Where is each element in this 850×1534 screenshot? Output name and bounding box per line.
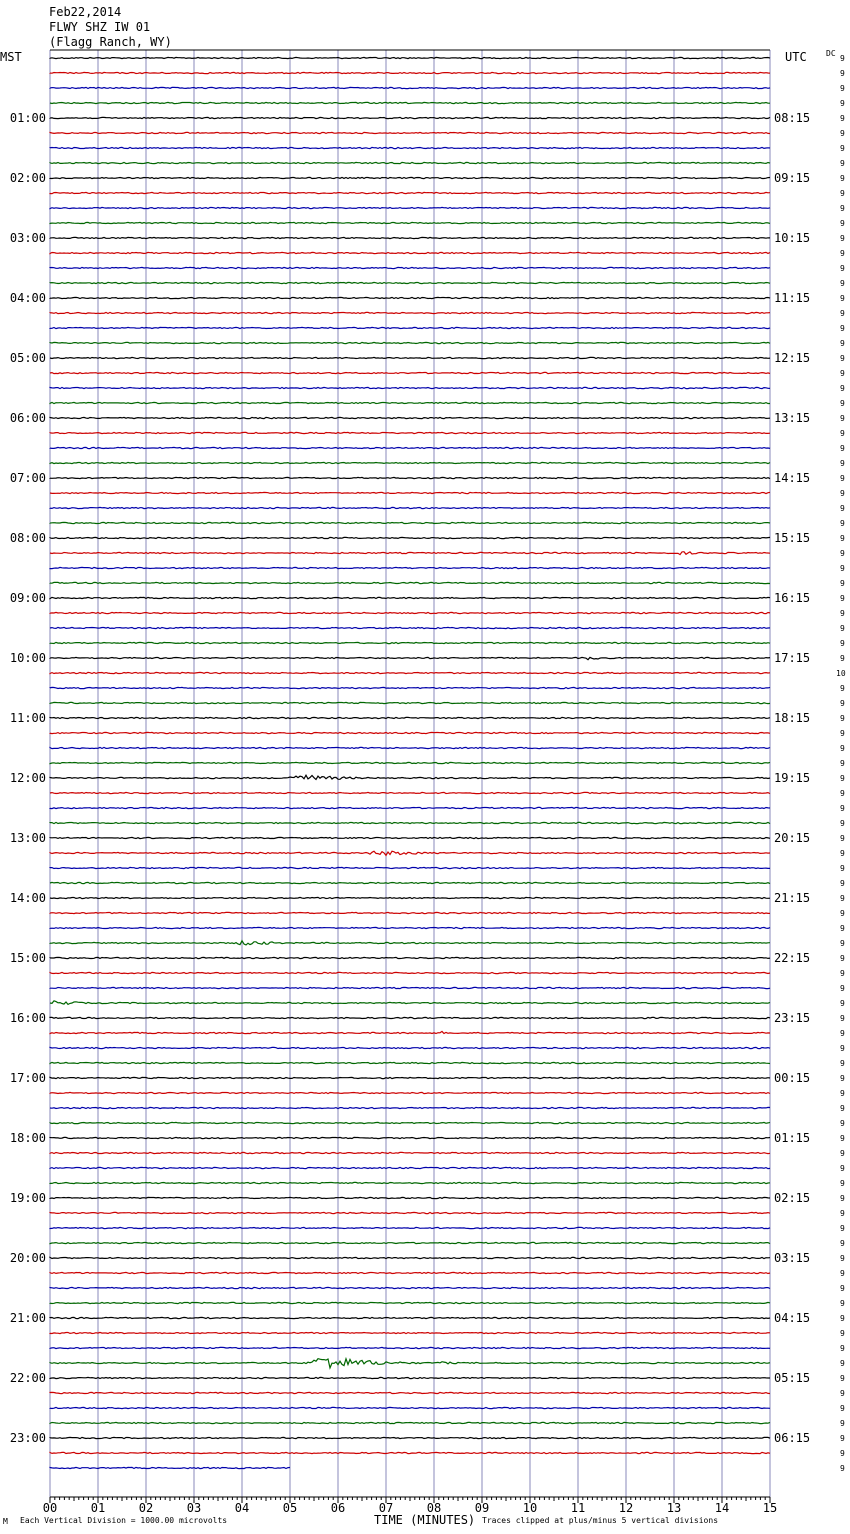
trace-row [50, 1031, 770, 1033]
dc-value: 9 [840, 1194, 845, 1203]
dc-value: 9 [840, 984, 845, 993]
trace-row [50, 1062, 770, 1063]
trace-row [50, 222, 770, 223]
left-hour-label: 09:00 [9, 591, 46, 605]
trace-row [50, 1302, 770, 1303]
dc-value: 9 [840, 684, 845, 693]
left-hour-label: 03:00 [9, 231, 46, 245]
left-hour-label: 20:00 [9, 1251, 46, 1265]
trace-row [50, 1452, 770, 1453]
trace-row [50, 1122, 770, 1123]
trace-row [50, 132, 770, 133]
trace-row [50, 732, 770, 733]
trace-row [50, 897, 770, 898]
dc-value: 9 [840, 309, 845, 318]
dc-value: 9 [840, 639, 845, 648]
dc-value: 9 [840, 249, 845, 258]
trace-row [50, 882, 770, 883]
right-hour-label: 01:15 [774, 1131, 811, 1145]
x-tick-label: 08 [426, 1501, 442, 1515]
dc-value: 9 [840, 894, 845, 903]
trace-row [50, 657, 770, 659]
left-hour-label: 23:00 [9, 1431, 46, 1445]
dc-value: 9 [840, 1239, 845, 1248]
x-tick-label: 00 [42, 1501, 58, 1515]
trace-row [50, 775, 770, 779]
trace-row [50, 522, 770, 523]
trace-row [50, 267, 770, 268]
dc-value: 9 [840, 939, 845, 948]
dc-value: 9 [840, 54, 845, 63]
dc-value: 9 [840, 654, 845, 663]
dc-value: 9 [840, 504, 845, 513]
trace-row [50, 627, 770, 628]
x-tick-label: 02 [138, 1501, 154, 1515]
dc-value: 9 [840, 744, 845, 753]
trace-row [50, 1047, 770, 1048]
trace-row [50, 807, 770, 808]
left-hour-label: 01:00 [9, 111, 46, 125]
dc-value: 9 [840, 159, 845, 168]
right-hour-label: 22:15 [774, 951, 811, 965]
trace-row [50, 1287, 770, 1288]
x-tick-label: 13 [666, 1501, 682, 1515]
dc-value: 9 [840, 429, 845, 438]
left-hour-label: 13:00 [9, 831, 46, 845]
trace-row [50, 927, 770, 928]
dc-value: 9 [840, 1374, 845, 1383]
trace-row [50, 851, 770, 855]
dc-value: 9 [840, 489, 845, 498]
dc-value: 9 [840, 1284, 845, 1293]
dc-value: 9 [840, 279, 845, 288]
trace-row [50, 1227, 770, 1228]
dc-value: 9 [840, 384, 845, 393]
trace-row [50, 1467, 290, 1468]
trace-row [50, 1242, 770, 1243]
dc-value: 9 [840, 474, 845, 483]
right-hour-label: 20:15 [774, 831, 811, 845]
dc-value: 9 [840, 864, 845, 873]
right-hour-label: 00:15 [774, 1071, 811, 1085]
dc-value: 9 [840, 1464, 845, 1473]
trace-row [50, 822, 770, 823]
trace-row [50, 252, 770, 253]
trace-row [50, 1332, 770, 1333]
dc-value: 9 [840, 1074, 845, 1083]
dc-value: 9 [840, 834, 845, 843]
dc-value: 9 [840, 1119, 845, 1128]
trace-row [50, 387, 770, 388]
dc-value: 9 [840, 459, 845, 468]
trace-row [50, 747, 770, 748]
trace-row [50, 597, 770, 598]
trace-row [50, 672, 770, 673]
dc-value: 9 [840, 1209, 845, 1218]
right-hour-label: 18:15 [774, 711, 811, 725]
dc-value: 9 [840, 729, 845, 738]
dc-value: 9 [840, 1224, 845, 1233]
trace-row [50, 507, 770, 508]
trace-row [50, 642, 770, 643]
trace-row [50, 762, 770, 763]
trace-row [50, 612, 770, 613]
left-hour-label: 22:00 [9, 1371, 46, 1385]
right-hour-label: 10:15 [774, 231, 811, 245]
dc-value: 9 [840, 399, 845, 408]
left-hour-label: 07:00 [9, 471, 46, 485]
trace-row [50, 342, 770, 343]
dc-value: 9 [840, 1134, 845, 1143]
dc-value: 9 [840, 1029, 845, 1038]
left-hour-label: 21:00 [9, 1311, 46, 1325]
trace-row [50, 447, 770, 448]
left-hour-label: 18:00 [9, 1131, 46, 1145]
trace-row [50, 207, 770, 208]
trace-row [50, 102, 770, 103]
x-tick-label: 01 [90, 1501, 106, 1515]
trace-row [50, 1437, 770, 1438]
trace-row [50, 702, 770, 703]
dc-value: 9 [840, 879, 845, 888]
dc-value: 9 [840, 1299, 845, 1308]
dc-value: 9 [840, 1179, 845, 1188]
x-tick-label: 09 [474, 1501, 490, 1515]
dc-value: 9 [840, 564, 845, 573]
trace-row [50, 1077, 770, 1078]
trace-row [50, 492, 770, 493]
dc-value: 9 [840, 759, 845, 768]
right-hour-label: 02:15 [774, 1191, 811, 1205]
trace-row [50, 1001, 770, 1005]
right-hour-label: 12:15 [774, 351, 811, 365]
dc-value: 9 [840, 1149, 845, 1158]
dc-value: 9 [840, 1089, 845, 1098]
trace-row [50, 357, 770, 358]
trace-row [50, 1317, 770, 1318]
trace-row [50, 117, 770, 118]
left-hour-label: 11:00 [9, 711, 46, 725]
dc-value: 9 [840, 1104, 845, 1113]
dc-value: 9 [840, 219, 845, 228]
dc-value: 9 [840, 819, 845, 828]
dc-value: 9 [840, 624, 845, 633]
trace-row [50, 941, 770, 945]
dc-value: 9 [840, 444, 845, 453]
trace-row [50, 1167, 770, 1168]
left-hour-label: 02:00 [9, 171, 46, 185]
dc-value: 9 [840, 1014, 845, 1023]
left-hour-label: 04:00 [9, 291, 46, 305]
dc-value: 9 [840, 1404, 845, 1413]
dc-value: 9 [840, 294, 845, 303]
x-tick-label: 07 [378, 1501, 394, 1515]
x-tick-label: 14 [714, 1501, 730, 1515]
x-tick-label: 10 [522, 1501, 538, 1515]
trace-row [50, 177, 770, 178]
dc-value: 9 [840, 789, 845, 798]
trace-row [50, 402, 770, 403]
trace-row [50, 417, 770, 418]
dc-value: 9 [840, 84, 845, 93]
left-hour-label: 14:00 [9, 891, 46, 905]
dc-value: 9 [840, 1044, 845, 1053]
trace-row [50, 192, 770, 193]
dc-label: DC [826, 49, 836, 58]
dc-value: 9 [840, 1434, 845, 1443]
trace-row [50, 552, 770, 555]
trace-row [50, 1107, 770, 1108]
corner-mark: M [3, 1517, 8, 1526]
trace-row [50, 147, 770, 148]
dc-value: 9 [840, 234, 845, 243]
dc-value: 9 [840, 1344, 845, 1353]
dc-value: 9 [840, 369, 845, 378]
dc-value: 10 [836, 669, 846, 678]
trace-row [50, 477, 770, 478]
dc-value: 9 [840, 519, 845, 528]
right-hour-label: 11:15 [774, 291, 811, 305]
trace-row [50, 957, 770, 958]
dc-value: 9 [840, 1359, 845, 1368]
right-hour-label: 19:15 [774, 771, 811, 785]
trace-row [50, 1359, 770, 1368]
dc-value: 9 [840, 534, 845, 543]
mst-zone-label: MST [0, 50, 22, 64]
left-hour-label: 16:00 [9, 1011, 46, 1025]
trace-row [50, 582, 770, 583]
dc-value: 9 [840, 1254, 845, 1263]
trace-row [50, 1137, 770, 1138]
dc-value: 9 [840, 69, 845, 78]
trace-row [50, 1092, 770, 1093]
dc-value: 9 [840, 774, 845, 783]
trace-row [50, 87, 770, 88]
dc-value: 9 [840, 849, 845, 858]
trace-row [50, 327, 770, 328]
right-hour-label: 17:15 [774, 651, 811, 665]
trace-row [50, 837, 770, 838]
trace-row [50, 687, 770, 688]
dc-value: 9 [840, 579, 845, 588]
trace-row [50, 1407, 770, 1408]
dc-value: 9 [840, 999, 845, 1008]
trace-row [50, 1182, 770, 1183]
dc-value: 9 [840, 324, 845, 333]
dc-value: 9 [840, 414, 845, 423]
dc-value: 9 [840, 1314, 845, 1323]
dc-value: 9 [840, 99, 845, 108]
dc-value: 9 [840, 189, 845, 198]
dc-value: 9 [840, 609, 845, 618]
right-hour-label: 03:15 [774, 1251, 811, 1265]
left-hour-label: 08:00 [9, 531, 46, 545]
trace-row [50, 1272, 770, 1273]
header-location: (Flagg Ranch, WY) [49, 35, 172, 49]
dc-value: 9 [840, 114, 845, 123]
right-hour-label: 04:15 [774, 1311, 811, 1325]
trace-row [50, 1152, 770, 1153]
trace-row [50, 1212, 770, 1213]
dc-value: 9 [840, 909, 845, 918]
trace-row [50, 1392, 770, 1393]
trace-row [50, 912, 770, 913]
trace-row [50, 792, 770, 793]
dc-value: 9 [840, 264, 845, 273]
dc-value: 9 [840, 1449, 845, 1458]
trace-row [50, 567, 770, 568]
right-hour-label: 05:15 [774, 1371, 811, 1385]
clip-note: Traces clipped at plus/minus 5 vertical divisions [482, 1516, 719, 1525]
dc-value: 9 [840, 1269, 845, 1278]
x-tick-label: 06 [330, 1501, 346, 1515]
trace-row [50, 987, 770, 988]
x-tick-label: 15 [762, 1501, 778, 1515]
right-hour-label: 21:15 [774, 891, 811, 905]
dc-value: 9 [840, 1059, 845, 1068]
dc-value: 9 [840, 549, 845, 558]
utc-zone-label: UTC [785, 50, 807, 64]
trace-row [50, 1017, 770, 1018]
left-hour-label: 19:00 [9, 1191, 46, 1205]
right-hour-label: 06:15 [774, 1431, 811, 1445]
trace-row [50, 1347, 770, 1348]
left-hour-label: 05:00 [9, 351, 46, 365]
trace-row [50, 1422, 770, 1423]
scale-note: Each Vertical Division = 1000.00 microvolts [20, 1516, 228, 1525]
trace-row [50, 72, 770, 73]
left-hour-label: 06:00 [9, 411, 46, 425]
dc-value: 9 [840, 924, 845, 933]
trace-row [50, 972, 770, 973]
left-hour-label: 17:00 [9, 1071, 46, 1085]
right-hour-label: 08:15 [774, 111, 811, 125]
left-hour-label: 12:00 [9, 771, 46, 785]
dc-value: 9 [840, 1419, 845, 1428]
dc-value: 9 [840, 969, 845, 978]
dc-value: 9 [840, 339, 845, 348]
dc-value: 9 [840, 699, 845, 708]
left-hour-label: 15:00 [9, 951, 46, 965]
trace-row [50, 1257, 770, 1258]
trace-row [50, 1197, 770, 1198]
left-hour-label: 10:00 [9, 651, 46, 665]
trace-row [50, 297, 770, 298]
dc-value: 9 [840, 354, 845, 363]
trace-row [50, 867, 770, 868]
trace-row [50, 237, 770, 238]
x-tick-label: 12 [618, 1501, 634, 1515]
trace-row [50, 162, 770, 163]
dc-value: 9 [840, 804, 845, 813]
dc-value: 9 [840, 594, 845, 603]
right-hour-label: 09:15 [774, 171, 811, 185]
header-date: Feb22,2014 [49, 5, 122, 19]
trace-row [50, 1377, 770, 1378]
dc-value: 9 [840, 204, 845, 213]
trace-row [50, 312, 770, 313]
header-station: FLWY SHZ IW 01 [49, 20, 151, 34]
trace-row [50, 717, 770, 718]
trace-row [50, 432, 770, 433]
trace-row [50, 372, 770, 373]
trace-row [50, 282, 770, 283]
trace-row [50, 537, 770, 538]
right-hour-label: 14:15 [774, 471, 811, 485]
dc-value: 9 [840, 1164, 845, 1173]
right-hour-label: 23:15 [774, 1011, 811, 1025]
right-hour-label: 13:15 [774, 411, 811, 425]
x-tick-label: 03 [186, 1501, 202, 1515]
dc-value: 9 [840, 129, 845, 138]
trace-row [50, 462, 770, 463]
dc-value: 9 [840, 144, 845, 153]
dc-value: 9 [840, 1389, 845, 1398]
right-hour-label: 16:15 [774, 591, 811, 605]
x-axis-label: TIME (MINUTES) [374, 1513, 476, 1527]
dc-value: 9 [840, 954, 845, 963]
right-hour-label: 15:15 [774, 531, 811, 545]
x-tick-label: 11 [570, 1501, 586, 1515]
x-tick-label: 05 [282, 1501, 298, 1515]
dc-value: 9 [840, 1329, 845, 1338]
dc-value: 9 [840, 714, 845, 723]
trace-row [50, 57, 770, 58]
x-tick-label: 04 [234, 1501, 250, 1515]
dc-value: 9 [840, 174, 845, 183]
